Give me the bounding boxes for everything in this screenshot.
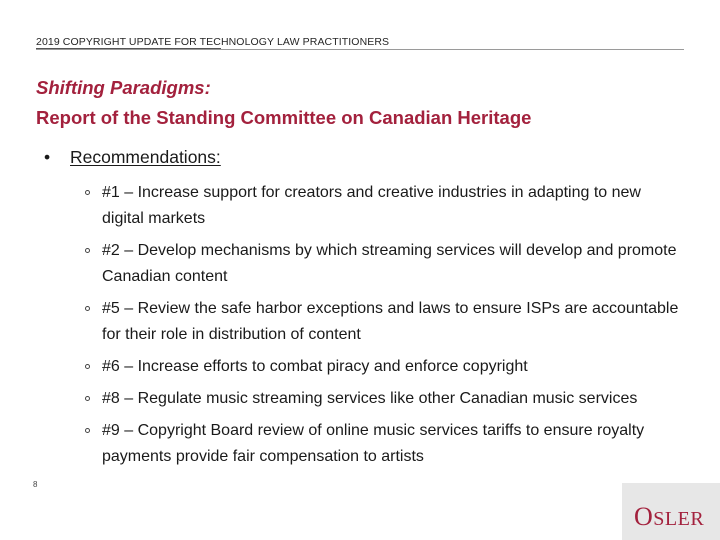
slide-header: 2019 COPYRIGHT UPDATE FOR TECHNOLOGY LAW PRACTITIONERS	[36, 36, 390, 48]
title-line-1: Shifting Paradigms:	[36, 77, 211, 98]
recommendation-text: – Increase support for creators and creative industries in adapting to new digital markets	[102, 184, 641, 227]
title-line-2: Report of the Standing Committee on Canadian Heritage	[36, 107, 532, 128]
ring-bullet-icon	[85, 248, 90, 253]
header-divider	[36, 49, 684, 50]
recommendation-item	[82, 386, 682, 412]
ring-bullet-icon	[85, 190, 90, 195]
recommendation-item	[82, 238, 682, 290]
recommendation-number: #1	[102, 184, 120, 201]
ring-bullet-icon	[85, 396, 90, 401]
ring-bullet-icon	[85, 428, 90, 433]
page-number: 8	[33, 480, 38, 489]
recommendations-heading	[44, 147, 221, 168]
recommendation-item	[82, 296, 682, 348]
recommendation-text: – Copyright Board review of online music services tariffs to ensure royalty payments provide fair compensation to artists	[102, 422, 645, 465]
recommendation-number: #2	[102, 242, 120, 259]
logo-rest: SLER	[653, 508, 705, 530]
recommendation-item	[82, 180, 682, 232]
recommendation-number: #6	[102, 358, 120, 375]
recommendation-item	[82, 418, 682, 470]
recommendation-number: #9	[102, 422, 120, 439]
recommendation-item	[82, 354, 682, 380]
recommendation-text: – Review the safe harbor exceptions and laws to ensure ISPs are accountable for their role in distribution of content	[102, 300, 679, 343]
logo-initial: O	[634, 502, 654, 531]
ring-bullet-icon	[85, 364, 90, 369]
recommendations-label: Recommendations:	[70, 147, 221, 167]
slide-title	[36, 73, 531, 133]
ring-bullet-icon	[85, 306, 90, 311]
recommendation-number: #5	[102, 300, 120, 317]
recommendation-text: – Increase efforts to combat piracy and enforce copyright	[119, 358, 528, 375]
recommendation-number: #8	[102, 390, 120, 407]
bullet-icon: •	[44, 147, 51, 167]
recommendation-text: – Regulate music streaming services like other Canadian music services	[119, 390, 638, 407]
osler-logo	[634, 502, 704, 532]
recommendation-text: – Develop mechanisms by which streaming services will develop and promote Canadian content	[102, 242, 677, 285]
recommendations-list	[82, 180, 682, 476]
header-divider-accent	[36, 48, 221, 49]
